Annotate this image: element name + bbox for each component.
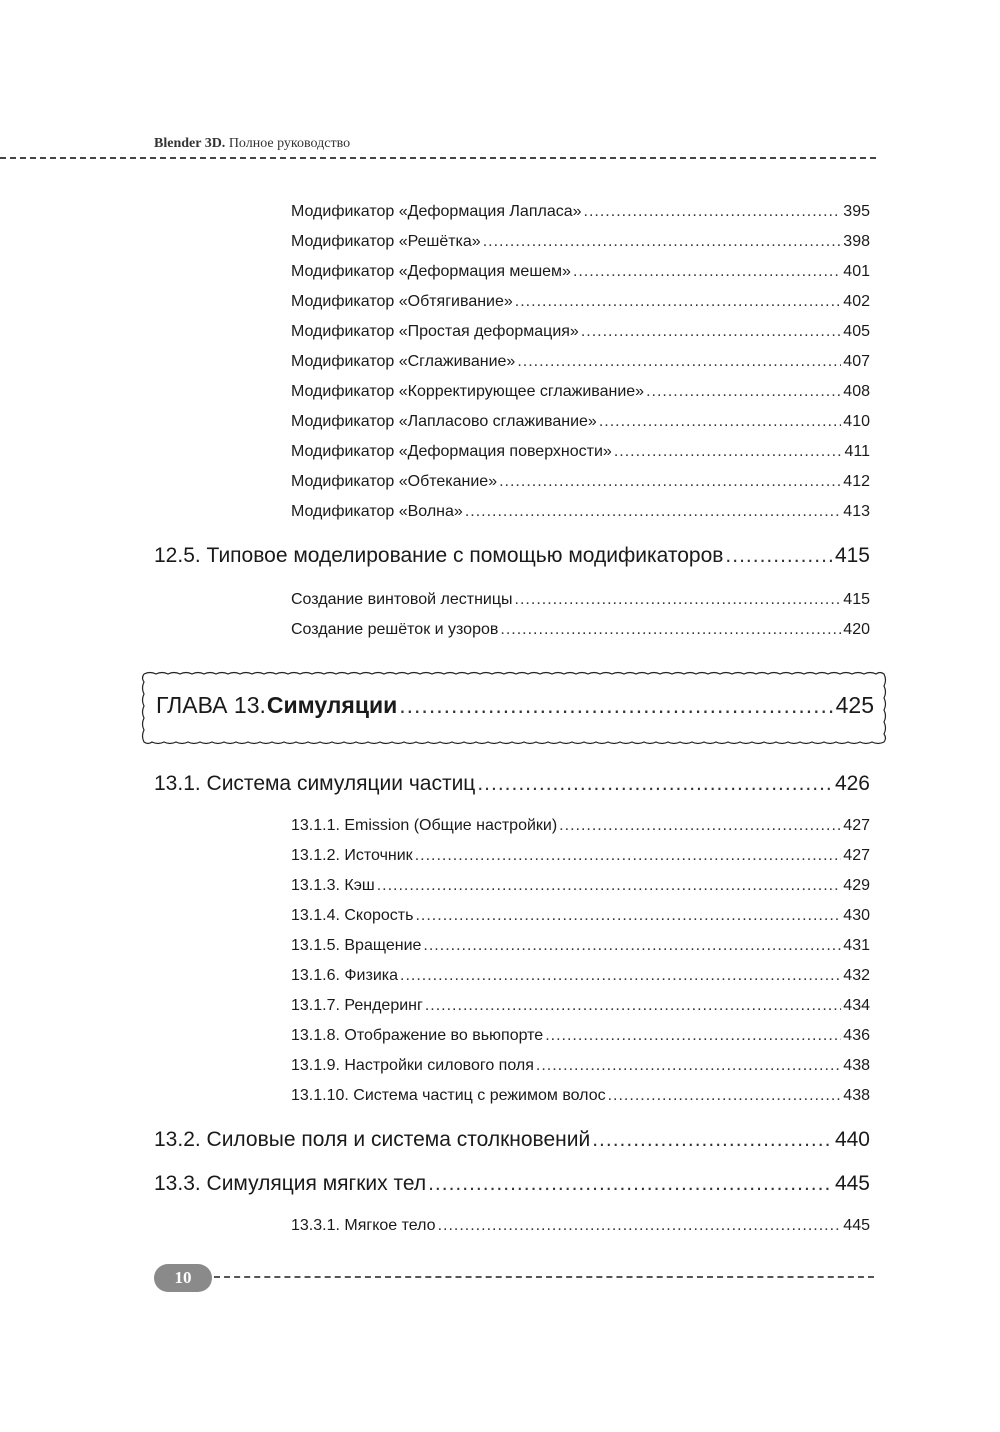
toc-entry-page: 427 xyxy=(843,847,870,864)
toc-entry-title: Создание винтовой лестницы xyxy=(291,591,513,608)
toc-entry-title: 13.1.8. Отображение во вьюпорте xyxy=(291,1027,544,1044)
toc-entry[interactable] xyxy=(291,847,870,867)
toc-entry-page: 436 xyxy=(843,1027,870,1044)
toc-entry-title: 13.1.9. Настройки силового поля xyxy=(291,1057,534,1074)
dot-leader xyxy=(377,877,842,895)
toc-entry-modifier[interactable] xyxy=(291,203,870,223)
dot-leader xyxy=(599,413,841,431)
dot-leader xyxy=(415,907,841,925)
toc-entry-title: 13.3.1. Мягкое тело xyxy=(291,1217,436,1234)
toc-entry-page: 420 xyxy=(843,621,870,638)
toc-entry-title: Модификатор «Сглаживание» xyxy=(291,353,516,370)
toc-entry-page: 434 xyxy=(843,997,870,1014)
toc-entry-page: 410 xyxy=(843,413,870,430)
toc-entry-page: 408 xyxy=(843,383,870,400)
toc-entry-page: 407 xyxy=(843,353,870,370)
toc-entry-modifier[interactable] xyxy=(291,413,870,433)
toc-section-13-1[interactable] xyxy=(154,772,870,798)
dot-leader xyxy=(573,263,841,281)
toc-entry[interactable] xyxy=(291,877,870,897)
toc-section-13-2[interactable] xyxy=(154,1128,870,1154)
toc-entry[interactable] xyxy=(291,621,870,641)
toc-entry-title: 13.1.5. Вращение xyxy=(291,937,422,954)
footer-divider xyxy=(214,1276,874,1278)
toc-entry-title: Модификатор «Корректирующее сглаживание» xyxy=(291,383,645,400)
toc-section-title: 13.2. Силовые поля и система столкновений xyxy=(154,1128,591,1151)
toc-entry-modifier[interactable] xyxy=(291,503,870,523)
running-header xyxy=(154,136,350,152)
toc-entry-modifier[interactable] xyxy=(291,233,870,253)
dot-leader xyxy=(592,1128,833,1152)
toc-entry-title: Модификатор «Решётка» xyxy=(291,233,481,250)
toc-entry-page: 412 xyxy=(843,473,870,490)
toc-entry-page: 438 xyxy=(843,1087,870,1104)
toc-entry-page: 431 xyxy=(843,937,870,954)
dot-leader xyxy=(581,323,841,341)
toc-entry[interactable] xyxy=(291,937,870,957)
dot-leader xyxy=(584,203,842,221)
toc-entry[interactable] xyxy=(291,1087,870,1107)
dot-leader xyxy=(415,847,842,865)
dot-leader xyxy=(515,293,842,311)
dot-leader xyxy=(517,353,841,371)
dot-leader xyxy=(477,772,833,796)
toc-section-12-5[interactable] xyxy=(154,544,870,570)
toc-entry-page: 438 xyxy=(843,1057,870,1074)
toc-entry-title: Модификатор «Обтекание» xyxy=(291,473,498,490)
dot-leader xyxy=(545,1027,841,1045)
toc-entry-page: 413 xyxy=(843,503,870,520)
toc-entry-title: Модификатор «Простая деформация» xyxy=(291,323,579,340)
toc-section-page: 426 xyxy=(834,772,870,795)
toc-entry[interactable] xyxy=(291,907,870,927)
dot-leader xyxy=(500,621,841,639)
page-number-badge: 10 xyxy=(154,1264,212,1292)
chapter-page: 425 xyxy=(835,692,874,718)
toc-entry-title: Модификатор «Деформация Лапласа» xyxy=(291,203,582,220)
book-title: Blender 3D. xyxy=(154,136,226,151)
toc-entry-page: 429 xyxy=(843,877,870,894)
dot-leader xyxy=(423,937,841,955)
toc-entry-title: 13.1.6. Физика xyxy=(291,967,398,984)
toc-entry-title: Модификатор «Деформация поверхности» xyxy=(291,443,612,460)
toc-entry-title: 13.1.3. Кэш xyxy=(291,877,375,894)
toc-entry[interactable] xyxy=(291,1057,870,1077)
dot-leader xyxy=(425,997,841,1015)
toc-section-title: 12.5. Типовое моделирование с помощью модификаторов xyxy=(154,544,724,567)
toc-entry-page: 398 xyxy=(843,233,870,250)
toc-entry-page: 430 xyxy=(843,907,870,924)
dot-leader xyxy=(483,233,842,251)
dot-leader xyxy=(614,443,843,461)
toc-entry[interactable] xyxy=(291,1217,870,1237)
dot-leader xyxy=(608,1087,842,1105)
toc-entry[interactable] xyxy=(291,997,870,1017)
toc-entry-title: Модификатор «Деформация мешем» xyxy=(291,263,571,280)
toc-entry-page: 401 xyxy=(843,263,870,280)
toc-entry[interactable] xyxy=(291,967,870,987)
dot-leader xyxy=(438,1217,842,1235)
toc-section-13-3[interactable] xyxy=(154,1172,870,1198)
dot-leader xyxy=(399,692,833,719)
toc-entry-page: 427 xyxy=(843,817,870,834)
toc-entry-modifier[interactable] xyxy=(291,443,870,463)
toc-entry-title: 13.1.1. Emission (Общие настройки) xyxy=(291,817,558,834)
toc-entry-title: Модификатор «Волна» xyxy=(291,503,463,520)
toc-entry-title: Создание решёток и узоров xyxy=(291,621,499,638)
toc-entry-title: Модификатор «Лапласово сглаживание» xyxy=(291,413,597,430)
book-subtitle: Полное руководство xyxy=(228,136,351,151)
toc-section-page: 440 xyxy=(834,1128,870,1151)
toc-entry-modifier[interactable] xyxy=(291,293,870,313)
chapter-prefix: ГЛАВА 13. xyxy=(156,692,266,718)
toc-entry-modifier[interactable] xyxy=(291,473,870,493)
toc-entry-page: 402 xyxy=(843,293,870,310)
toc-section-page: 415 xyxy=(834,544,870,567)
dot-leader xyxy=(515,591,842,609)
toc-section-title: 13.1. Система симуляции частиц xyxy=(154,772,476,795)
toc-section-page: 445 xyxy=(834,1172,870,1195)
toc-entry-title: Модификатор «Обтягивание» xyxy=(291,293,513,310)
toc-entry-page: 411 xyxy=(844,443,870,460)
toc-entry[interactable] xyxy=(291,1027,870,1047)
toc-entry[interactable] xyxy=(291,817,870,837)
dot-leader xyxy=(400,967,841,985)
toc-entry-page: 395 xyxy=(843,203,870,220)
toc-entry[interactable] xyxy=(291,591,870,611)
chapter-name: Симуляции xyxy=(266,692,398,718)
toc-entry-title: 13.1.10. Система частиц с режимом волос xyxy=(291,1087,606,1104)
toc-entry-modifier[interactable] xyxy=(291,323,870,343)
toc-entry-page: 445 xyxy=(843,1217,870,1234)
toc-entry-modifier[interactable] xyxy=(291,353,870,373)
dot-leader xyxy=(646,383,841,401)
toc-entry-page: 405 xyxy=(843,323,870,340)
dot-leader xyxy=(725,544,833,568)
dot-leader xyxy=(465,503,841,521)
header-divider xyxy=(0,157,876,159)
toc-entry-modifier[interactable] xyxy=(291,383,870,403)
dot-leader xyxy=(499,473,841,491)
dot-leader xyxy=(536,1057,841,1075)
dot-leader xyxy=(428,1172,833,1196)
toc-entry-title: 13.1.2. Источник xyxy=(291,847,413,864)
toc-entry-page: 432 xyxy=(843,967,870,984)
toc-entry-title: 13.1.4. Скорость xyxy=(291,907,414,924)
toc-section-title: 13.3. Симуляция мягких тел xyxy=(154,1172,427,1195)
dot-leader xyxy=(559,817,841,835)
toc-entry-title: 13.1.7. Рендеринг xyxy=(291,997,423,1014)
toc-entry-modifier[interactable] xyxy=(291,263,870,283)
toc-chapter-13[interactable] xyxy=(156,692,874,722)
toc-entry-page: 415 xyxy=(843,591,870,608)
